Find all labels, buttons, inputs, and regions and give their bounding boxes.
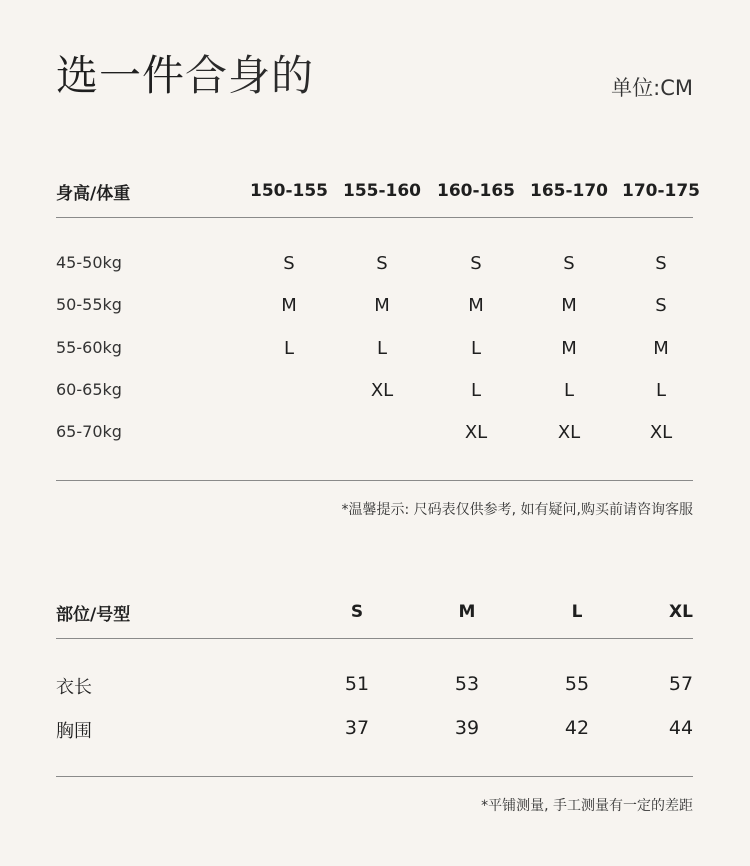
height-col-header: 150-155 <box>249 181 329 201</box>
measure-cell: 37 <box>344 717 370 739</box>
measure-chart-bottom-divider <box>56 776 693 777</box>
measure-cell: 42 <box>564 717 590 739</box>
measure-cell: 39 <box>454 717 480 739</box>
measure-label: 胸围 <box>56 721 92 742</box>
title-light: 合身的 <box>185 51 315 100</box>
size-col-header: L <box>571 602 583 622</box>
page-title <box>56 48 314 104</box>
size-cell: L <box>376 338 388 359</box>
size-col-header: XL <box>669 602 693 622</box>
size-cell: XL <box>464 422 488 443</box>
size-cell: XL <box>370 380 394 401</box>
table-row <box>56 253 693 279</box>
table-row <box>56 673 693 701</box>
size-chart-note: *温馨提示: 尺码表仅供参考, 如有疑问,购买前请咨询客服 <box>341 502 693 518</box>
size-chart-top-divider <box>56 217 693 218</box>
weight-label: 45-50kg <box>56 253 122 272</box>
size-cell: S <box>283 253 295 274</box>
height-col-header: 170-175 <box>621 181 701 201</box>
size-cell: XL <box>557 422 581 443</box>
measure-chart-header <box>56 597 693 627</box>
height-col-header: 160-165 <box>436 181 516 201</box>
size-cell: M <box>561 338 577 359</box>
size-cell: M <box>281 295 297 316</box>
size-cell: L <box>563 380 575 401</box>
unit-label: 单位:CM <box>611 76 693 100</box>
table-row <box>56 422 693 448</box>
size-chart-header <box>56 176 701 206</box>
size-cell: S <box>563 253 575 274</box>
size-cell: L <box>655 380 667 401</box>
weight-label: 55-60kg <box>56 338 122 357</box>
measure-cell: 51 <box>344 673 370 695</box>
weight-label: 60-65kg <box>56 380 122 399</box>
weight-label: 50-55kg <box>56 295 122 314</box>
measure-cell: 53 <box>454 673 480 695</box>
size-cell: L <box>470 380 482 401</box>
size-chart-bottom-divider <box>56 480 693 481</box>
size-col-header: S <box>350 602 364 622</box>
size-col-header: M <box>458 602 476 622</box>
measure-chart-note: *平铺测量, 手工测量有一定的差距 <box>481 798 693 814</box>
size-cell: S <box>470 253 482 274</box>
size-cell: S <box>655 295 667 316</box>
size-cell: M <box>374 295 390 316</box>
measure-chart-top-divider <box>56 638 693 639</box>
size-cell: L <box>283 338 295 359</box>
title-bold: 选一件 <box>56 51 186 100</box>
table-row <box>56 717 693 745</box>
size-cell: S <box>655 253 667 274</box>
size-cell: S <box>376 253 388 274</box>
size-chart-corner: 身高/体重 <box>56 183 131 204</box>
weight-label: 65-70kg <box>56 422 122 441</box>
table-row <box>56 338 693 364</box>
size-cell: XL <box>649 422 673 443</box>
measure-cell: 55 <box>564 673 590 695</box>
table-row <box>56 295 693 321</box>
measure-label: 衣长 <box>56 677 92 698</box>
measure-chart-corner: 部位/号型 <box>56 604 131 625</box>
size-cell: M <box>468 295 484 316</box>
height-col-header: 165-170 <box>529 181 609 201</box>
size-cell: M <box>653 338 669 359</box>
measure-cell: 57 <box>668 673 694 695</box>
table-row <box>56 380 693 406</box>
size-cell: M <box>561 295 577 316</box>
size-cell: L <box>470 338 482 359</box>
measure-cell: 44 <box>668 717 694 739</box>
height-col-header: 155-160 <box>342 181 422 201</box>
